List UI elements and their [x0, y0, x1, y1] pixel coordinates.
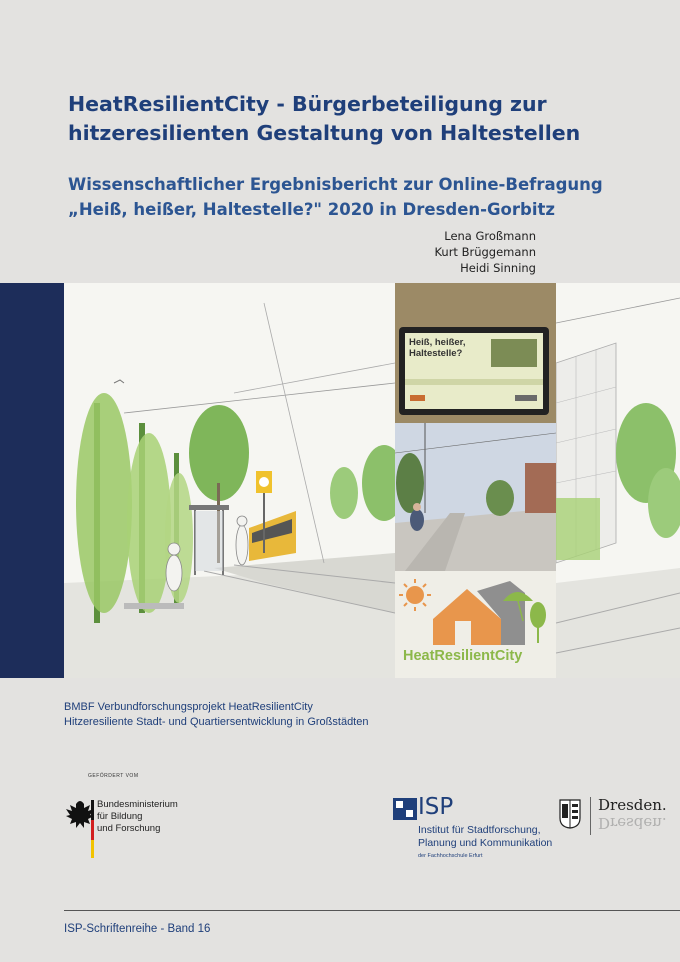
isp-logo-icon — [393, 798, 417, 820]
project-description — [64, 700, 368, 730]
ministry-line: und Forschung — [97, 823, 161, 834]
street-sketch-image — [556, 283, 680, 678]
isp-institute-name — [418, 824, 552, 850]
ministry-line: für Bildung — [97, 811, 143, 822]
navy-side-bar — [0, 283, 64, 678]
isp-acronym: ISP — [418, 794, 454, 820]
bmbf-name — [97, 799, 178, 835]
dresden-crest-icon — [559, 799, 581, 829]
subtitle-line-2: „Heiß, heißer, Haltestelle?" 2020 in Dresden-Gorbitz — [68, 200, 555, 219]
isp-name-line: Planung und Kommunikation — [418, 837, 553, 849]
author-name: Kurt Brüggemann — [434, 245, 536, 259]
project-line-1: BMBF Verbundforschungsprojekt HeatResilientCity — [64, 701, 313, 713]
author-name: Lena Großmann — [444, 229, 536, 243]
photo-collage — [395, 283, 556, 678]
dresden-divider — [590, 797, 591, 835]
author-list — [434, 228, 536, 276]
isp-name-line: Institut für Stadtforschung, — [418, 824, 541, 836]
project-line-2: Hitzeresiliente Stadt- und Quartiersentwicklung in Großstädten — [64, 716, 369, 728]
subtitle-line-1: Wissenschaftlicher Ergebnisbericht zur Online-Befragung — [68, 175, 603, 194]
report-title — [68, 90, 628, 148]
dresden-wordmark: Dresden. — [598, 796, 667, 814]
tram-stop-sketch-image — [64, 283, 395, 678]
dresden-wordmark-reflection: Dresden. — [598, 814, 667, 832]
title-line-1: HeatResilientCity - Bürgerbeteiligung zur — [68, 92, 547, 116]
ministry-line: Bundesministerium — [97, 799, 178, 810]
footer-divider — [64, 910, 680, 911]
title-line-2: hitzeresilienten Gestaltung von Haltestellen — [68, 121, 581, 145]
report-subtitle — [68, 172, 648, 222]
series-label: ISP-Schriftenreihe - Band 16 — [64, 923, 211, 935]
heatresilientcity-logo-text: HeatResilientCity — [403, 648, 523, 664]
isp-affiliation: der Fachhochschule Erfurt — [418, 853, 483, 859]
screen-title-text: Heiß, heißer, Haltestelle? — [409, 337, 466, 359]
author-name: Heidi Sinning — [460, 261, 536, 275]
funded-by-label: GEFÖRDERT VOM — [88, 773, 139, 779]
